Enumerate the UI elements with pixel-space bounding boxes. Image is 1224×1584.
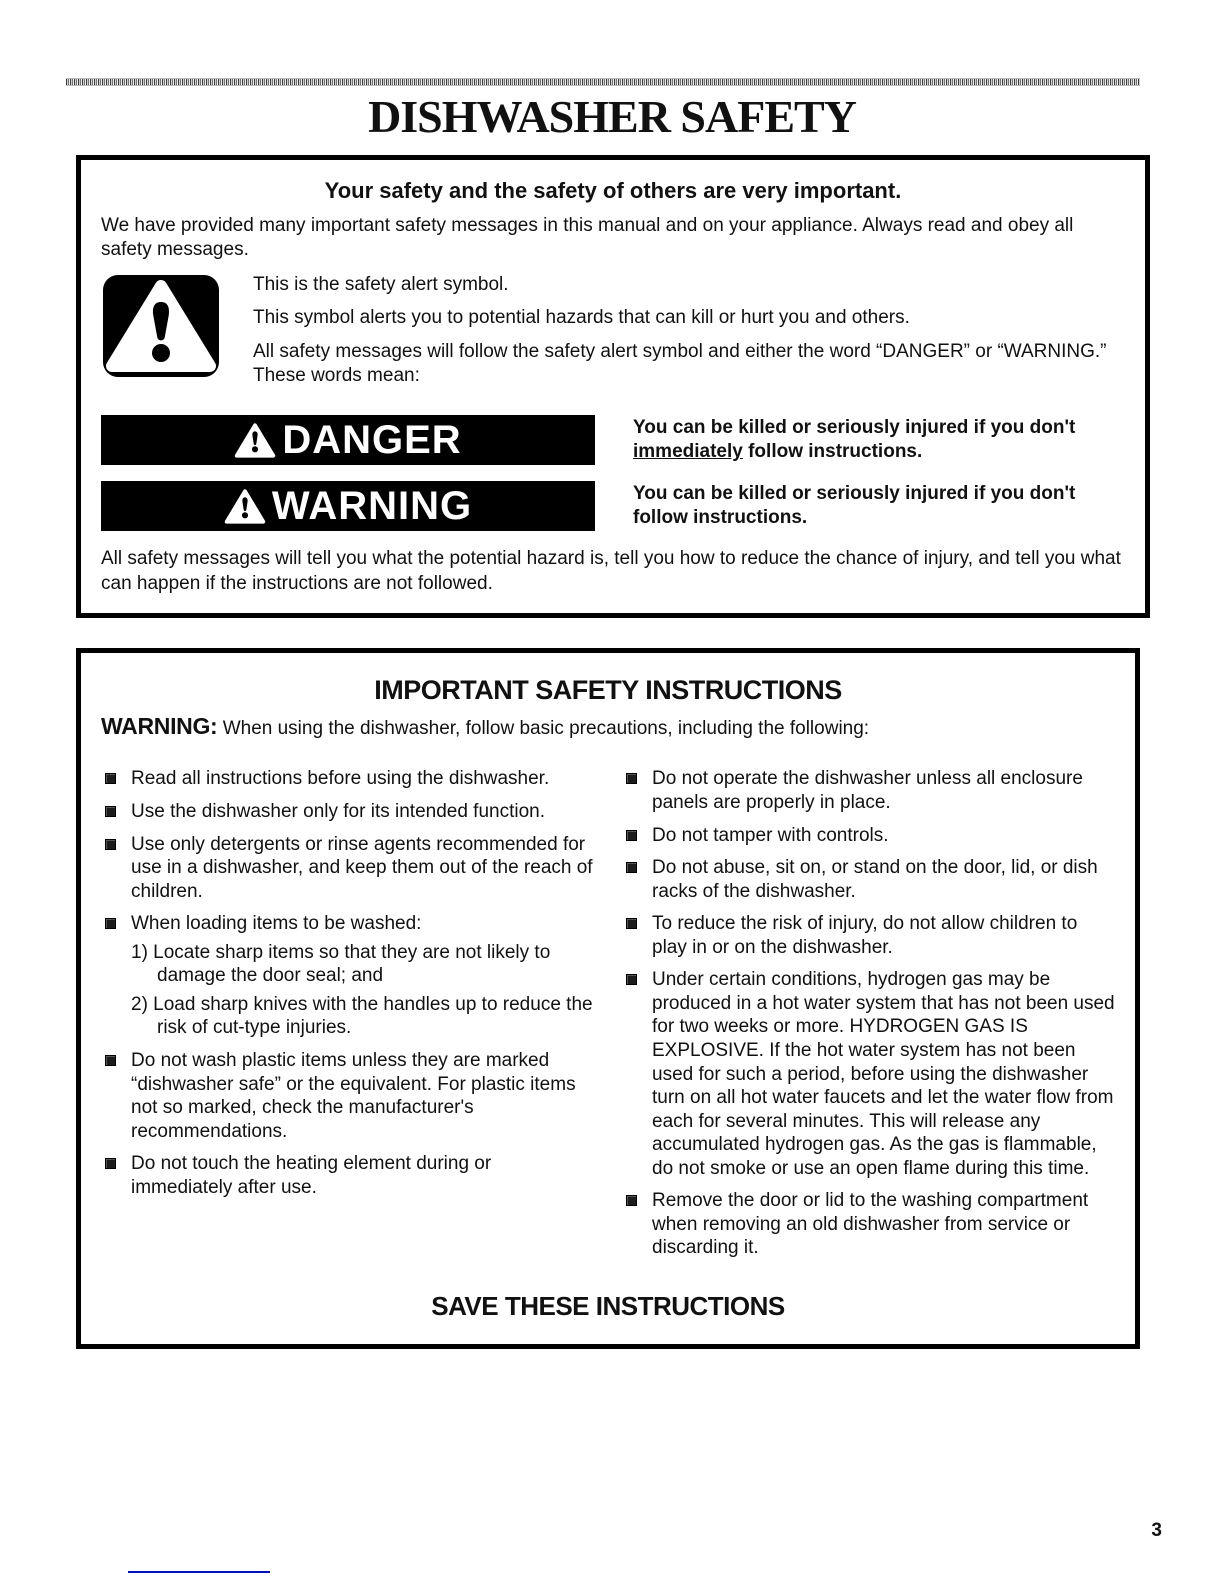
bullet-square-icon	[626, 773, 637, 784]
bullet-square-icon	[105, 839, 116, 850]
bullet-item	[622, 767, 1115, 814]
bullet-square-icon	[105, 773, 116, 784]
bullet-text: Read all instructions before using the dishwasher.	[131, 768, 550, 790]
bullet-item	[622, 824, 1115, 848]
bullet-square-icon	[626, 830, 637, 841]
instructions-left-column	[101, 767, 594, 1268]
bullet-item	[101, 767, 594, 791]
bullet-text: Use only detergents or rinse agents recommended for use in a dishwasher, and keep them out of the reach of children.	[131, 833, 593, 902]
save-instructions-heading: SAVE THESE INSTRUCTIONS	[431, 1290, 785, 1321]
bullet-text: Under certain conditions, hydrogen gas may be produced in a hot water system that has not been used for two weeks or more. HYDROGEN GAS IS EXPLOSIVE. If the hot water system has not been used for such a period, before using the dishwasher turn on all hot water faucets and let the water flow from each for several minutes. This will release any accumulated hydrogen gas. As the gas is flammable, do not smoke or use an open flame during this time.	[652, 969, 1115, 1179]
instructions-warning-line	[101, 712, 1115, 742]
alert-line-1: This is the safety alert symbol.	[253, 273, 509, 295]
warning-label: WARNING:	[101, 712, 218, 739]
bullet-text: Do not wash plastic items unless they are marked “dishwasher safe” or the equivalent. For plastic items not so marked, check the manufacturer's recommendations.	[131, 1049, 576, 1142]
safety-alert-icon	[101, 273, 221, 379]
important-instructions-box	[76, 648, 1140, 1349]
bullet-square-icon	[105, 806, 116, 817]
bullet-square-icon	[626, 1195, 637, 1206]
bullet-text: Do not touch the heating element during or immediately after use.	[131, 1153, 492, 1198]
warning-triangle-icon	[234, 422, 276, 459]
warning-row	[101, 481, 1125, 531]
bullet-square-icon	[626, 862, 637, 873]
bullet-square-icon	[105, 918, 116, 929]
page-number: 3	[1151, 1520, 1162, 1541]
safety-alert-symbol-row	[101, 273, 1125, 397]
danger-description	[633, 416, 1125, 465]
warning-banner	[101, 481, 595, 531]
bullet-item	[101, 912, 594, 1040]
bullet-text: Remove the door or lid to the washing compartment when removing an old dishwasher from service or discarding it.	[652, 1190, 1089, 1259]
danger-label: DANGER	[282, 418, 462, 463]
danger-desc-post: follow instructions.	[742, 441, 923, 463]
safety-intro-paragraph: We have provided many important safety messages in this manual and on your appliance. Always read and obey all safety messages.	[101, 214, 1074, 261]
bullet-square-icon	[105, 1055, 116, 1066]
bullet-square-icon	[626, 918, 637, 929]
warning-label: WARNING	[271, 484, 473, 529]
bullet-text: Do not tamper with controls.	[652, 824, 889, 846]
bullet-item	[622, 856, 1115, 903]
bullet-square-icon	[626, 974, 637, 985]
warning-triangle-icon	[224, 488, 266, 525]
bullet-item	[101, 833, 594, 904]
bullet-item	[622, 912, 1115, 959]
bullet-subitem: 2) Load sharp knives with the handles up to reduce the risk of cut-type injuries.	[131, 993, 593, 1039]
safety-box-footer: All safety messages will tell you what the potential hazard is, tell you how to reduce the chance of injury, and tell you what can happen if the instructions are not followed.	[101, 548, 1121, 594]
safety-box-heading: Your safety and the safety of others are very important.	[324, 177, 902, 203]
instructions-right-column	[622, 767, 1115, 1268]
bullet-item	[101, 800, 594, 824]
bullet-text: Use the dishwasher only for its intended function.	[131, 801, 546, 823]
bullet-subitem: 1) Locate sharp items so that they are not likely to damage the door seal; and	[131, 941, 551, 987]
bullet-item	[101, 1049, 594, 1143]
decorative-top-rule	[66, 78, 1140, 86]
safety-alert-text	[253, 273, 1125, 397]
bullet-item	[622, 968, 1115, 1180]
alert-line-2: This symbol alerts you to potential hazards that can kill or hurt you and others.	[253, 307, 910, 329]
instructions-columns	[101, 767, 1115, 1268]
instructions-heading: IMPORTANT SAFETY INSTRUCTIONS	[374, 674, 842, 705]
bullet-item	[622, 1189, 1115, 1260]
page-title: DISHWASHER SAFETY	[368, 91, 856, 142]
danger-banner	[101, 415, 595, 465]
warning-text: When using the dishwasher, follow basic precautions, including the following:	[217, 717, 870, 739]
danger-desc-underlined: immediately	[633, 441, 743, 463]
bullet-square-icon	[105, 1158, 116, 1169]
danger-desc-pre: You can be killed or seriously injured if you don't	[633, 416, 1076, 438]
bullet-text: When loading items to be washed: 1) Locate sharp items so that they are not likely to damage the door seal; and 2) Load sharp knives with the handles up to reduce the risk of cut-type injuries.	[131, 913, 593, 1039]
alert-line-3: All safety messages will follow the safety alert symbol and either the word “DANGER” or “WARNING.” These words mean:	[253, 340, 1107, 386]
warning-description: You can be killed or seriously injured if you don't follow instructions.	[633, 482, 1076, 529]
bullet-text: Do not abuse, sit on, or stand on the door, lid, or dish racks of the dishwasher.	[652, 857, 1098, 902]
bullet-text: To reduce the risk of injury, do not allow children to play in or on the dishwasher.	[652, 913, 1078, 958]
bullet-item	[101, 1152, 594, 1199]
danger-row	[101, 415, 1125, 465]
safety-overview-box	[76, 155, 1150, 618]
bullet-text: Do not operate the dishwasher unless all enclosure panels are properly in place.	[652, 768, 1083, 814]
footer-accent-line	[128, 1571, 270, 1573]
